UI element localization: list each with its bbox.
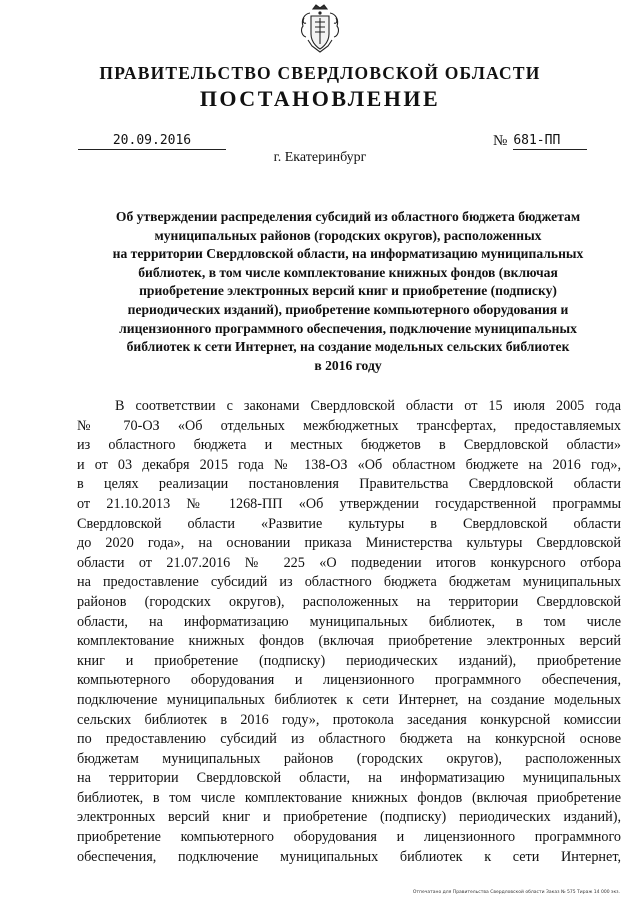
- body-line: на предоставление субсидий из областного бюджета бюджетам муниципальных: [77, 574, 621, 591]
- body-line: приобретение компьютерного оборудования и лицензионного программного: [77, 829, 621, 846]
- body-line: обеспечения, подключение муниципальных библиотек к сети Интернет,: [77, 848, 621, 865]
- body-line: и от 03 декабря 2015 года № 138-ОЗ «Об областном бюджете на 2016 год»,: [77, 456, 621, 473]
- body-line: из областного бюджета и местных бюджетов в Свердловской области»: [77, 437, 621, 454]
- body-line: Свердловской области «Развитие культуры в Свердловской области: [77, 515, 621, 532]
- body-line: на территории Свердловской области, на информатизацию муниципальных: [77, 770, 621, 787]
- body-line: компьютерного оборудования и лицензионного программного обеспечения,: [77, 672, 621, 689]
- city-line: г. Екатеринбург: [273, 150, 367, 165]
- title-line: в 2016 году: [314, 357, 382, 373]
- coat-of-arms-emblem: [298, 4, 342, 56]
- title-line: лицензионного программного обеспечения, подключение муниципальных: [119, 320, 577, 336]
- body-line: в целях реализации постановления Правительства Свердловской области: [77, 476, 621, 493]
- body-line: области, на информатизацию муниципальных библиотек, в том числе: [77, 613, 621, 630]
- body-line: электронных версий книг и приобретение (подписку) периодических изданий),: [77, 809, 621, 826]
- number-sign: №: [493, 133, 508, 149]
- decree-number-block: [493, 133, 587, 150]
- body-line: комплектование книжных фондов (включая приобретение электронных версий: [77, 633, 621, 650]
- title-line: на территории Свердловской области, на информатизацию муниципальных: [112, 246, 584, 262]
- body-line: библиотек, в том числе комплектование книжных фондов (включая приобретение: [77, 789, 621, 806]
- body-line: области от 21.07.2016 № 225 «О подведении итогов конкурсного отбора: [77, 554, 621, 571]
- body-line: районов (городских округов), расположенных на территории Свердловской: [77, 593, 621, 610]
- body-line: от 21.10.2013 № 1268-ПП «Об утверждении государственной программы: [77, 495, 621, 512]
- body-line: сельских библиотек в 2016 году», протокола заседания конкурсной комиссии: [77, 711, 621, 728]
- body-line: по предоставлению субсидий из областного бюджета на конкурсной основе: [77, 731, 621, 748]
- decree-title: [76, 208, 620, 375]
- title-line: библиотек к сети Интернет, на создание модельных сельских библиотек: [126, 339, 570, 355]
- document-type-heading: ПОСТАНОВЛЕНИЕ: [199, 86, 441, 111]
- decree-number: 681-ПП: [513, 133, 587, 150]
- title-line: периодических изданий), приобретение компьютерного оборудования и: [127, 301, 569, 317]
- body-text: [77, 397, 621, 867]
- title-line: Об утверждении распределения субсидий из областного бюджета бюджетам: [115, 209, 581, 224]
- body-line: книг и приобретение (подписку) периодических изданий), приобретение: [77, 652, 621, 669]
- body-line: бюджетам муниципальных районов (городских округов), расположенных: [77, 750, 621, 767]
- body-line: до 2020 года», на основании приказа Министерства культуры Свердловской: [77, 535, 621, 552]
- body-line: подключение муниципальных библиотек к сети Интернет, на создание модельных: [77, 691, 621, 708]
- body-line: № 70-ОЗ «Об отдельных межбюджетных трансфертах, предоставляемых: [77, 417, 621, 434]
- decree-date: 20.09.2016: [78, 133, 226, 150]
- title-line: библиотек, в том числе комплектование книжных фондов (включая: [138, 264, 558, 280]
- government-name: ПРАВИТЕЛЬСТВО СВЕРДЛОВСКОЙ ОБЛАСТИ: [99, 63, 541, 83]
- print-footer: Отпечатано для Правительства Свердловской области Заказ № 575 Тираж 14 000 экз.: [412, 890, 620, 895]
- title-line: приобретение электронных версий книг и приобретение (подписку): [139, 283, 557, 299]
- body-line: В соответствии с законами Свердловской области от 15 июля 2005 года: [115, 398, 621, 414]
- title-line: муниципальных районов (городских округов), расположенных: [154, 227, 542, 243]
